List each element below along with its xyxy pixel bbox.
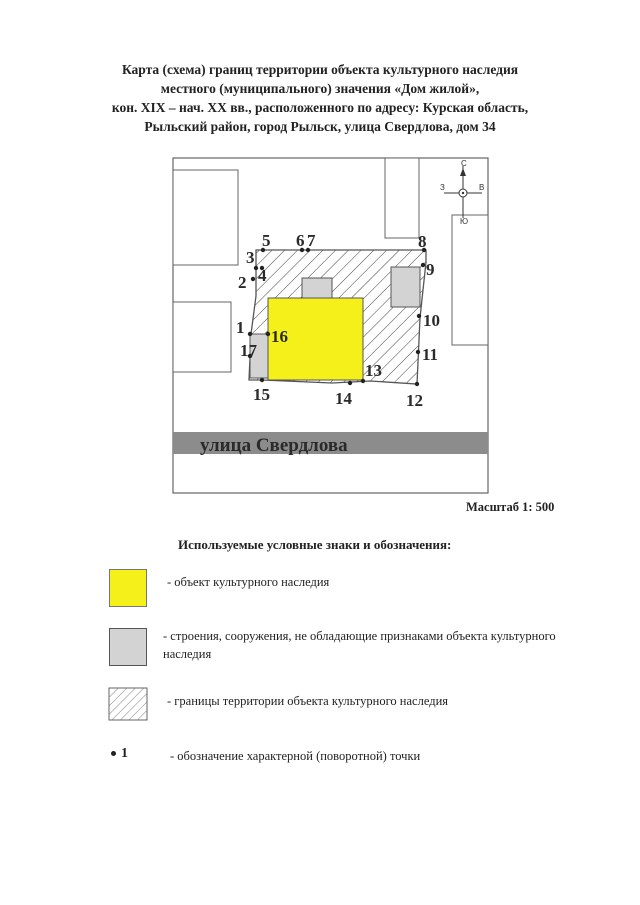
point-label: 3 (246, 248, 255, 267)
point-marker (251, 277, 255, 281)
compass-west: З (440, 183, 445, 192)
point-marker (415, 382, 419, 386)
point-dot-icon (111, 751, 116, 756)
legend-point-label: 1 (121, 746, 128, 761)
point-marker (421, 263, 425, 267)
point-label: 11 (422, 345, 439, 364)
point-label: 1 (236, 318, 245, 337)
title-line: кон. XIX – нач. XX вв., расположенного по адресу: Курская область, (111, 100, 529, 115)
point-label: 9 (426, 260, 435, 279)
point-label: 7 (307, 231, 316, 250)
legend-structure-symbol (109, 628, 147, 666)
compass-east: В (479, 183, 485, 192)
point-label: 16 (271, 327, 288, 346)
street-label: улица Свердлова (200, 435, 348, 456)
legend-heritage-symbol (109, 569, 147, 607)
outbuilding (391, 267, 420, 307)
point-marker (248, 332, 252, 336)
legend-heading: Используемые условные знаки и обозначения: (178, 537, 452, 552)
point-label: 5 (262, 231, 271, 250)
point-label: 4 (258, 266, 267, 285)
compass-north: С (461, 159, 467, 168)
point-marker (266, 332, 270, 336)
compass-south: Ю (460, 217, 469, 226)
point-label: 8 (418, 232, 427, 251)
point-marker (417, 314, 421, 318)
point-label: 6 (296, 231, 305, 250)
title-line: Рыльский район, город Рыльск, улица Свердлова, дом 34 (144, 119, 496, 134)
neighbor-building (173, 170, 238, 265)
title-line: местного (муниципального) значения «Дом жилой», (160, 81, 480, 96)
title-line: Карта (схема) границ территории объекта культурного наследия (121, 62, 519, 77)
point-marker (348, 381, 352, 385)
point-label: 12 (406, 391, 423, 410)
point-label: 14 (335, 389, 352, 408)
point-marker (416, 350, 420, 354)
point-label: 15 (253, 385, 270, 404)
legend-structure-text: - строения, сооружения, не обладающие признаками объекта культурного наследия (163, 629, 556, 661)
legend-point-text: - обозначение характерной (поворотной) точки (170, 749, 421, 763)
legend-heritage-text: - объект культурного наследия (167, 575, 330, 589)
legend-point-symbol (111, 746, 128, 762)
point-label: 2 (238, 273, 247, 292)
scale-label: Масштаб 1: 500 (466, 500, 555, 514)
neighbor-building (452, 215, 488, 345)
outbuilding (302, 278, 332, 300)
point-label: 17 (240, 341, 257, 360)
legend-boundary-text: - границы территории объекта культурного наследия (167, 694, 449, 708)
point-marker (260, 378, 264, 382)
point-label: 10 (423, 311, 440, 330)
neighbor-building (173, 302, 231, 372)
point-label: 13 (365, 361, 382, 380)
neighbor-building (385, 158, 419, 238)
legend-hatch-symbol (109, 688, 147, 720)
